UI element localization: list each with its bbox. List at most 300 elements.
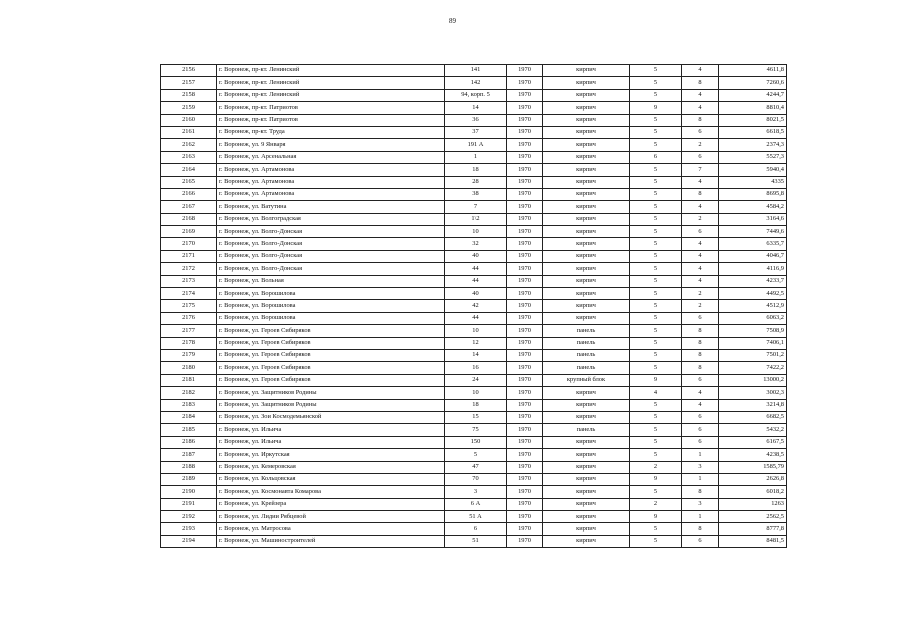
floors-cell: 5 (630, 139, 682, 151)
entrances-cell: 2 (682, 300, 719, 312)
table-row (161, 535, 787, 547)
house-number-cell: 51 А (445, 511, 507, 523)
floors-cell: 5 (630, 288, 682, 300)
wall-material-cell: кирпич (543, 164, 630, 176)
record-number-cell: 2159 (161, 102, 217, 114)
entrances-cell: 6 (682, 411, 719, 423)
house-number-cell: 51 (445, 535, 507, 547)
table-row (161, 523, 787, 535)
floors-cell: 5 (630, 275, 682, 287)
floors-cell: 5 (630, 250, 682, 262)
table-row (161, 238, 787, 250)
record-number-cell: 2157 (161, 77, 217, 89)
record-number-cell: 2173 (161, 275, 217, 287)
floors-cell: 5 (630, 164, 682, 176)
entrances-cell: 3 (682, 498, 719, 510)
year-built-cell: 1970 (507, 151, 543, 163)
table-row (161, 164, 787, 176)
record-number-cell: 2163 (161, 151, 217, 163)
table-row (161, 473, 787, 485)
wall-material-cell: кирпич (543, 449, 630, 461)
floors-cell: 5 (630, 300, 682, 312)
entrances-cell: 4 (682, 238, 719, 250)
wall-material-cell: кирпич (543, 250, 630, 262)
table-row (161, 176, 787, 188)
area-cell: 8810,4 (719, 102, 787, 114)
wall-material-cell: кирпич (543, 126, 630, 138)
table-row (161, 362, 787, 374)
record-number-cell: 2190 (161, 486, 217, 498)
area-cell: 4492,5 (719, 288, 787, 300)
house-number-cell: 75 (445, 424, 507, 436)
address-cell: г. Воронеж, ул. Матросова (217, 523, 445, 535)
house-number-cell: 16 (445, 362, 507, 374)
house-number-cell: 70 (445, 473, 507, 485)
entrances-cell: 8 (682, 337, 719, 349)
house-number-cell: 10 (445, 226, 507, 238)
address-cell: г. Воронеж, ул. Героев Сибиряков (217, 374, 445, 386)
entrances-cell: 6 (682, 436, 719, 448)
table-row (161, 102, 787, 114)
entrances-cell: 4 (682, 275, 719, 287)
area-cell: 4238,5 (719, 449, 787, 461)
address-cell: г. Воронеж, ул. Зои Космодемьянской (217, 411, 445, 423)
address-cell: г. Воронеж, пр-кт. Ленинский (217, 65, 445, 77)
entrances-cell: 8 (682, 77, 719, 89)
wall-material-cell: кирпич (543, 523, 630, 535)
entrances-cell: 4 (682, 65, 719, 77)
wall-material-cell: кирпич (543, 535, 630, 547)
floors-cell: 9 (630, 102, 682, 114)
year-built-cell: 1970 (507, 498, 543, 510)
address-cell: г. Воронеж, ул. Волгоградская (217, 213, 445, 225)
table-row (161, 188, 787, 200)
wall-material-cell: кирпич (543, 213, 630, 225)
address-cell: г. Воронеж, ул. Космонавта Комарова (217, 486, 445, 498)
area-cell: 2626,8 (719, 473, 787, 485)
record-number-cell: 2165 (161, 176, 217, 188)
table-row (161, 151, 787, 163)
address-cell: г. Воронеж, ул. Ворошилова (217, 288, 445, 300)
area-cell: 8777,8 (719, 523, 787, 535)
area-cell: 6682,5 (719, 411, 787, 423)
entrances-cell: 6 (682, 535, 719, 547)
floors-cell: 5 (630, 362, 682, 374)
area-cell: 13000,2 (719, 374, 787, 386)
area-cell: 7449,6 (719, 226, 787, 238)
table-row (161, 139, 787, 151)
house-number-cell: 28 (445, 176, 507, 188)
address-cell: г. Воронеж, пр-кт. Ленинский (217, 77, 445, 89)
floors-cell: 5 (630, 77, 682, 89)
entrances-cell: 6 (682, 374, 719, 386)
address-cell: г. Воронеж, ул. Защитников Родины (217, 399, 445, 411)
entrances-cell: 1 (682, 473, 719, 485)
year-built-cell: 1970 (507, 535, 543, 547)
record-number-cell: 2168 (161, 213, 217, 225)
floors-cell: 5 (630, 325, 682, 337)
floors-cell: 5 (630, 263, 682, 275)
entrances-cell: 8 (682, 188, 719, 200)
floors-cell: 5 (630, 424, 682, 436)
house-number-cell: 40 (445, 250, 507, 262)
floors-cell: 5 (630, 213, 682, 225)
entrances-cell: 2 (682, 139, 719, 151)
record-number-cell: 2186 (161, 436, 217, 448)
entrances-cell: 8 (682, 362, 719, 374)
entrances-cell: 2 (682, 213, 719, 225)
address-cell: г. Воронеж, ул. Ильича (217, 436, 445, 448)
wall-material-cell: кирпич (543, 226, 630, 238)
year-built-cell: 1970 (507, 89, 543, 101)
address-cell: г. Воронеж, ул. Волго-Донская (217, 250, 445, 262)
table-row (161, 449, 787, 461)
table-row (161, 399, 787, 411)
floors-cell: 5 (630, 89, 682, 101)
floors-cell: 5 (630, 65, 682, 77)
house-number-cell: 10 (445, 325, 507, 337)
wall-material-cell: панель (543, 362, 630, 374)
address-cell: г. Воронеж, ул. Волго-Донская (217, 238, 445, 250)
address-cell: г. Воронеж, ул. Волго-Донская (217, 226, 445, 238)
entrances-cell: 8 (682, 114, 719, 126)
year-built-cell: 1970 (507, 77, 543, 89)
address-cell: г. Воронеж, ул. Ворошилова (217, 300, 445, 312)
year-built-cell: 1970 (507, 226, 543, 238)
house-number-cell: 42 (445, 300, 507, 312)
area-cell: 4233,7 (719, 275, 787, 287)
address-cell: г. Воронеж, ул. Ворошилова (217, 312, 445, 324)
floors-cell: 5 (630, 176, 682, 188)
address-cell: г. Воронеж, ул. Героев Сибиряков (217, 325, 445, 337)
record-number-cell: 2184 (161, 411, 217, 423)
table-row (161, 201, 787, 213)
record-number-cell: 2183 (161, 399, 217, 411)
wall-material-cell: кирпич (543, 65, 630, 77)
table-row (161, 461, 787, 473)
wall-material-cell: кирпич (543, 399, 630, 411)
record-number-cell: 2185 (161, 424, 217, 436)
house-number-cell: 32 (445, 238, 507, 250)
year-built-cell: 1970 (507, 275, 543, 287)
year-built-cell: 1970 (507, 139, 543, 151)
floors-cell: 4 (630, 387, 682, 399)
entrances-cell: 8 (682, 349, 719, 361)
table-row (161, 498, 787, 510)
floors-cell: 5 (630, 226, 682, 238)
entrances-cell: 6 (682, 424, 719, 436)
area-cell: 6335,7 (719, 238, 787, 250)
record-number-cell: 2164 (161, 164, 217, 176)
year-built-cell: 1970 (507, 164, 543, 176)
record-number-cell: 2169 (161, 226, 217, 238)
record-number-cell: 2191 (161, 498, 217, 510)
table-row (161, 77, 787, 89)
address-cell: г. Воронеж, ул. 9 Января (217, 139, 445, 151)
area-cell: 7501,2 (719, 349, 787, 361)
year-built-cell: 1970 (507, 263, 543, 275)
table-row (161, 337, 787, 349)
wall-material-cell: кирпич (543, 188, 630, 200)
table-row (161, 250, 787, 262)
year-built-cell: 1970 (507, 114, 543, 126)
year-built-cell: 1970 (507, 126, 543, 138)
floors-cell: 5 (630, 486, 682, 498)
year-built-cell: 1970 (507, 374, 543, 386)
area-cell: 4611,8 (719, 65, 787, 77)
wall-material-cell: панель (543, 325, 630, 337)
house-number-cell: 14 (445, 102, 507, 114)
wall-material-cell: кирпич (543, 77, 630, 89)
address-cell: г. Воронеж, ул. Артамонова (217, 188, 445, 200)
area-cell: 4584,2 (719, 201, 787, 213)
address-cell: г. Воронеж, ул. Иркутская (217, 449, 445, 461)
table-row (161, 349, 787, 361)
table-row (161, 213, 787, 225)
wall-material-cell: кирпич (543, 201, 630, 213)
table-row (161, 424, 787, 436)
address-cell: г. Воронеж, ул. Вольная (217, 275, 445, 287)
year-built-cell: 1970 (507, 337, 543, 349)
table-row (161, 300, 787, 312)
year-built-cell: 1970 (507, 461, 543, 473)
area-cell: 5527,3 (719, 151, 787, 163)
area-cell: 3214,8 (719, 399, 787, 411)
entrances-cell: 3 (682, 461, 719, 473)
area-cell: 6167,5 (719, 436, 787, 448)
house-number-cell: 36 (445, 114, 507, 126)
address-cell: г. Воронеж, ул. Кольцовская (217, 473, 445, 485)
year-built-cell: 1970 (507, 424, 543, 436)
floors-cell: 6 (630, 151, 682, 163)
record-number-cell: 2181 (161, 374, 217, 386)
floors-cell: 5 (630, 349, 682, 361)
floors-cell: 5 (630, 411, 682, 423)
year-built-cell: 1970 (507, 176, 543, 188)
address-cell: г. Воронеж, ул. Артамонова (217, 176, 445, 188)
floors-cell: 5 (630, 238, 682, 250)
table-row (161, 288, 787, 300)
wall-material-cell: кирпич (543, 511, 630, 523)
area-cell: 2562,5 (719, 511, 787, 523)
table-row (161, 263, 787, 275)
address-cell: г. Воронеж, пр-кт. Патриотов (217, 114, 445, 126)
wall-material-cell: кирпич (543, 176, 630, 188)
floors-cell: 5 (630, 201, 682, 213)
area-cell: 4335 (719, 176, 787, 188)
floors-cell: 2 (630, 498, 682, 510)
entrances-cell: 4 (682, 176, 719, 188)
year-built-cell: 1970 (507, 288, 543, 300)
house-number-cell: 37 (445, 126, 507, 138)
wall-material-cell: кирпич (543, 498, 630, 510)
floors-cell: 5 (630, 114, 682, 126)
table-row (161, 312, 787, 324)
entrances-cell: 8 (682, 523, 719, 535)
area-cell: 8695,8 (719, 188, 787, 200)
house-number-cell: 142 (445, 77, 507, 89)
entrances-cell: 4 (682, 387, 719, 399)
wall-material-cell: кирпич (543, 139, 630, 151)
house-number-cell: 191 А (445, 139, 507, 151)
house-number-cell: 24 (445, 374, 507, 386)
record-number-cell: 2171 (161, 250, 217, 262)
entrances-cell: 2 (682, 288, 719, 300)
table-row (161, 436, 787, 448)
floors-cell: 9 (630, 374, 682, 386)
area-cell: 4046,7 (719, 250, 787, 262)
area-cell: 8481,5 (719, 535, 787, 547)
record-number-cell: 2179 (161, 349, 217, 361)
area-cell: 7260,6 (719, 77, 787, 89)
floors-cell: 5 (630, 535, 682, 547)
registry-body (161, 65, 787, 548)
address-cell: г. Воронеж, ул. Машиностроителей (217, 535, 445, 547)
table-row (161, 411, 787, 423)
record-number-cell: 2188 (161, 461, 217, 473)
wall-material-cell: кирпич (543, 263, 630, 275)
house-number-cell: 94, корп. 5 (445, 89, 507, 101)
record-number-cell: 2156 (161, 65, 217, 77)
address-cell: г. Воронеж, ул. Артамонова (217, 164, 445, 176)
record-number-cell: 2189 (161, 473, 217, 485)
year-built-cell: 1970 (507, 250, 543, 262)
house-number-cell: 44 (445, 312, 507, 324)
table-row (161, 387, 787, 399)
year-built-cell: 1970 (507, 325, 543, 337)
entrances-cell: 8 (682, 486, 719, 498)
year-built-cell: 1970 (507, 511, 543, 523)
table-row (161, 511, 787, 523)
house-number-cell: 141 (445, 65, 507, 77)
table-row (161, 275, 787, 287)
address-cell: г. Воронеж, пр-кт. Ленинский (217, 89, 445, 101)
year-built-cell: 1970 (507, 449, 543, 461)
area-cell: 8021,5 (719, 114, 787, 126)
year-built-cell: 1970 (507, 312, 543, 324)
year-built-cell: 1970 (507, 102, 543, 114)
house-number-cell: 1\2 (445, 213, 507, 225)
housing-registry-table (160, 64, 787, 548)
entrances-cell: 7 (682, 164, 719, 176)
house-number-cell: 1 (445, 151, 507, 163)
entrances-cell: 1 (682, 449, 719, 461)
address-cell: г. Воронеж, пр-кт. Патриотов (217, 102, 445, 114)
address-cell: г. Воронеж, пр-кт. Труда (217, 126, 445, 138)
record-number-cell: 2194 (161, 535, 217, 547)
address-cell: г. Воронеж, ул. Героев Сибиряков (217, 349, 445, 361)
address-cell: г. Воронеж, ул. Арсенальная (217, 151, 445, 163)
entrances-cell: 4 (682, 399, 719, 411)
entrances-cell: 6 (682, 312, 719, 324)
entrances-cell: 4 (682, 201, 719, 213)
year-built-cell: 1970 (507, 399, 543, 411)
record-number-cell: 2158 (161, 89, 217, 101)
entrances-cell: 4 (682, 263, 719, 275)
house-number-cell: 5 (445, 449, 507, 461)
wall-material-cell: кирпич (543, 473, 630, 485)
house-number-cell: 3 (445, 486, 507, 498)
wall-material-cell: кирпич (543, 89, 630, 101)
year-built-cell: 1970 (507, 523, 543, 535)
entrances-cell: 4 (682, 89, 719, 101)
record-number-cell: 2192 (161, 511, 217, 523)
house-number-cell: 12 (445, 337, 507, 349)
entrances-cell: 6 (682, 126, 719, 138)
area-cell: 5432,2 (719, 424, 787, 436)
page-number: 89 (449, 17, 456, 25)
record-number-cell: 2167 (161, 201, 217, 213)
area-cell: 7406,1 (719, 337, 787, 349)
area-cell: 3164,6 (719, 213, 787, 225)
wall-material-cell: кирпич (543, 411, 630, 423)
area-cell: 1585,79 (719, 461, 787, 473)
area-cell: 6063,2 (719, 312, 787, 324)
year-built-cell: 1970 (507, 65, 543, 77)
house-number-cell: 15 (445, 411, 507, 423)
entrances-cell: 4 (682, 250, 719, 262)
record-number-cell: 2166 (161, 188, 217, 200)
house-number-cell: 40 (445, 288, 507, 300)
record-number-cell: 2187 (161, 449, 217, 461)
floors-cell: 9 (630, 473, 682, 485)
area-cell: 1263 (719, 498, 787, 510)
year-built-cell: 1970 (507, 387, 543, 399)
year-built-cell: 1970 (507, 436, 543, 448)
entrances-cell: 6 (682, 151, 719, 163)
house-number-cell: 38 (445, 188, 507, 200)
table-row (161, 126, 787, 138)
house-number-cell: 10 (445, 387, 507, 399)
year-built-cell: 1970 (507, 213, 543, 225)
year-built-cell: 1970 (507, 300, 543, 312)
house-number-cell: 7 (445, 201, 507, 213)
table-row (161, 65, 787, 77)
address-cell: г. Воронеж, ул. Кемеровская (217, 461, 445, 473)
record-number-cell: 2170 (161, 238, 217, 250)
wall-material-cell: кирпич (543, 288, 630, 300)
wall-material-cell: кирпич (543, 387, 630, 399)
floors-cell: 5 (630, 337, 682, 349)
record-number-cell: 2177 (161, 325, 217, 337)
area-cell: 2374,3 (719, 139, 787, 151)
wall-material-cell: кирпич (543, 151, 630, 163)
area-cell: 4116,9 (719, 263, 787, 275)
wall-material-cell: панель (543, 337, 630, 349)
address-cell: г. Воронеж, ул. Волго-Донская (217, 263, 445, 275)
floors-cell: 5 (630, 523, 682, 535)
house-number-cell: 44 (445, 275, 507, 287)
area-cell: 6018,2 (719, 486, 787, 498)
table-row (161, 374, 787, 386)
house-number-cell: 47 (445, 461, 507, 473)
wall-material-cell: кирпич (543, 238, 630, 250)
wall-material-cell: панель (543, 424, 630, 436)
entrances-cell: 6 (682, 226, 719, 238)
area-cell: 5940,4 (719, 164, 787, 176)
record-number-cell: 2193 (161, 523, 217, 535)
house-number-cell: 6 А (445, 498, 507, 510)
house-number-cell: 18 (445, 164, 507, 176)
wall-material-cell: кирпич (543, 461, 630, 473)
table-row (161, 325, 787, 337)
record-number-cell: 2161 (161, 126, 217, 138)
address-cell: г. Воронеж, ул. Героев Сибиряков (217, 337, 445, 349)
entrances-cell: 8 (682, 325, 719, 337)
address-cell: г. Воронеж, ул. Крейзера (217, 498, 445, 510)
year-built-cell: 1970 (507, 188, 543, 200)
area-cell: 7422,2 (719, 362, 787, 374)
